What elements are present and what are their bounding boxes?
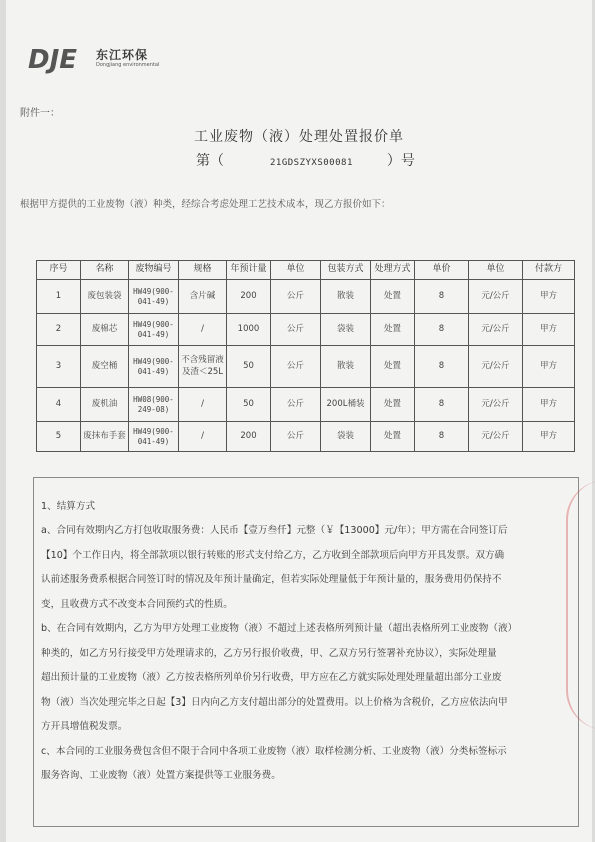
logo-brand-name: 东江环保 bbox=[96, 48, 149, 62]
cell-index: 3 bbox=[37, 346, 81, 388]
document-number bbox=[196, 150, 415, 170]
cell-spec: 不含残留液及渣＜25L bbox=[179, 346, 227, 388]
cell-price: 8 bbox=[415, 314, 469, 346]
cell-index: 4 bbox=[37, 388, 81, 422]
cell-name: 废棉芯 bbox=[81, 314, 129, 346]
cell-spec: / bbox=[179, 422, 227, 452]
terms-heading: 1、结算方式 bbox=[41, 501, 96, 512]
table-row bbox=[37, 314, 575, 346]
cell-packaging: 散装 bbox=[321, 280, 371, 314]
cell-code: HW08(900-249-08) bbox=[129, 388, 179, 422]
col-header: 规格 bbox=[179, 261, 227, 280]
cell-price: 8 bbox=[415, 346, 469, 388]
cell-price-unit: 元/公斤 bbox=[469, 314, 523, 346]
cell-unit: 公斤 bbox=[271, 422, 321, 452]
dje-logo-mark bbox=[28, 42, 92, 74]
cell-index: 5 bbox=[37, 422, 81, 452]
cell-quantity: 50 bbox=[227, 346, 271, 388]
cell-spec: / bbox=[179, 314, 227, 346]
settlement-terms-box bbox=[33, 477, 579, 827]
cell-name: 废机油 bbox=[81, 388, 129, 422]
svg-text:DJE: DJE bbox=[28, 45, 78, 74]
terms-line: 物（液）当次处理完毕之日起【3】日内向乙方支付超出部分的处置费用。以上价格为含税价，乙方应依法向甲 bbox=[41, 696, 508, 708]
col-header: 单位 bbox=[271, 261, 321, 280]
cell-unit: 公斤 bbox=[271, 388, 321, 422]
company-logo bbox=[28, 40, 168, 78]
col-header: 废物编号 bbox=[129, 261, 179, 280]
terms-line: b、在合同有效期内，乙方为甲方处理工业废物（液）不超过上述表格所列预计量（超出表格所列工业废物（液） bbox=[41, 623, 518, 634]
terms-line: c、本合同的工业服务费包含但不限于合同中各项工业废物（液）取样检测分析、工业废物（液）分类标签标示 bbox=[41, 745, 507, 757]
cell-method: 处置 bbox=[371, 280, 415, 314]
terms-line: 变，且收费方式不改变本合同预约式的性质。 bbox=[41, 598, 233, 610]
cell-quantity: 200 bbox=[227, 280, 271, 314]
attachment-label: 附件一： bbox=[20, 108, 60, 119]
cell-method: 处置 bbox=[371, 346, 415, 388]
document-page bbox=[6, 0, 592, 842]
terms-line: a、合同有效期内乙方打包收取服务费：人民币【壹万叁仟】元整（￥【13000】元/年）；甲方需在合同签订后 bbox=[41, 525, 508, 536]
cell-packaging: 200L桶装 bbox=[321, 388, 371, 422]
cell-code: HW49(900-041-49) bbox=[129, 314, 179, 346]
table-row bbox=[37, 422, 575, 452]
cell-index: 2 bbox=[37, 314, 81, 346]
cell-packaging: 散装 bbox=[321, 346, 371, 388]
number-prefix: 第（ bbox=[196, 153, 224, 169]
terms-line: 超出预计量的工业废物（液）乙方按表格所列单价另行收费，甲方应在乙方就实际处理处理量超出部分工业废 bbox=[41, 672, 502, 683]
cell-name: 废抹布手套 bbox=[81, 422, 129, 452]
cell-spec: 含片碱 bbox=[179, 280, 227, 314]
terms-line: 认前述服务费系根据合同签订时的情况及年预计量确定，但若实际处理量低于年预计量的，服务费用仍保持不 bbox=[41, 574, 502, 585]
cell-payer: 甲方 bbox=[523, 280, 575, 314]
cell-price-unit: 元/公斤 bbox=[469, 388, 523, 422]
terms-body bbox=[41, 519, 575, 789]
logo-subtitle: Dongjiang environmental bbox=[96, 62, 160, 68]
col-header: 单价 bbox=[415, 261, 469, 280]
col-header: 名称 bbox=[81, 261, 129, 280]
cell-quantity: 1000 bbox=[227, 314, 271, 346]
cell-packaging: 袋装 bbox=[321, 314, 371, 346]
cell-price-unit: 元/公斤 bbox=[469, 280, 523, 314]
col-header: 包装方式 bbox=[321, 261, 371, 280]
intro-text: 根据甲方提供的工业废物（液）种类，经综合考虑处理工艺技术成本，现乙方报价如下： bbox=[20, 199, 391, 210]
col-header: 单位 bbox=[469, 261, 523, 280]
col-header: 付款方 bbox=[523, 261, 575, 280]
document-title: 工业废物（液）处理处置报价单 bbox=[194, 129, 404, 145]
number-code: 21GDSZYXS00081 bbox=[270, 158, 353, 168]
terms-line: 方开具增值税发票。 bbox=[41, 721, 128, 732]
quote-table bbox=[36, 260, 575, 452]
col-header: 序号 bbox=[37, 261, 81, 280]
col-header: 年预计量 bbox=[227, 261, 271, 280]
cell-price: 8 bbox=[415, 388, 469, 422]
cell-unit: 公斤 bbox=[271, 314, 321, 346]
terms-line: 种类的，如乙方另行接受甲方处理请求的，乙方另行报价收费，甲、乙双方另行签署补充协议），实际处理量 bbox=[41, 647, 497, 659]
cell-code: HW49(900-041-49) bbox=[129, 280, 179, 314]
col-header: 处理方式 bbox=[371, 261, 415, 280]
cell-spec: / bbox=[179, 388, 227, 422]
terms-line: 【10】个工作日内，将全部款项以银行转账的形式支付给乙方，乙方收到全部款项后向甲方开具发票。双方确 bbox=[41, 549, 505, 561]
cell-price: 8 bbox=[415, 280, 469, 314]
cell-packaging: 袋装 bbox=[321, 422, 371, 452]
cell-method: 处置 bbox=[371, 422, 415, 452]
table-row bbox=[37, 388, 575, 422]
seal-stamp bbox=[566, 480, 595, 730]
cell-quantity: 200 bbox=[227, 422, 271, 452]
cell-payer: 甲方 bbox=[523, 346, 575, 388]
number-suffix: ）号 bbox=[386, 153, 415, 169]
table-row bbox=[37, 280, 575, 314]
cell-price-unit: 元/公斤 bbox=[469, 422, 523, 452]
cell-index: 1 bbox=[37, 280, 81, 314]
cell-code: HW49(900-041-49) bbox=[129, 346, 179, 388]
table-row bbox=[37, 346, 575, 388]
cell-payer: 甲方 bbox=[523, 388, 575, 422]
cell-unit: 公斤 bbox=[271, 346, 321, 388]
cell-quantity: 50 bbox=[227, 388, 271, 422]
cell-payer: 甲方 bbox=[523, 422, 575, 452]
cell-price-unit: 元/公斤 bbox=[469, 346, 523, 388]
cell-method: 处置 bbox=[371, 314, 415, 346]
cell-method: 处置 bbox=[371, 388, 415, 422]
cell-unit: 公斤 bbox=[271, 280, 321, 314]
cell-price: 8 bbox=[415, 422, 469, 452]
cell-name: 废空桶 bbox=[81, 346, 129, 388]
cell-code: HW49(900-041-49) bbox=[129, 422, 179, 452]
table-header-row bbox=[37, 261, 575, 280]
cell-name: 废包装袋 bbox=[81, 280, 129, 314]
terms-line: 服务咨询、工业废物（液）处置方案提供等工业服务费。 bbox=[41, 770, 281, 781]
cell-payer: 甲方 bbox=[523, 314, 575, 346]
